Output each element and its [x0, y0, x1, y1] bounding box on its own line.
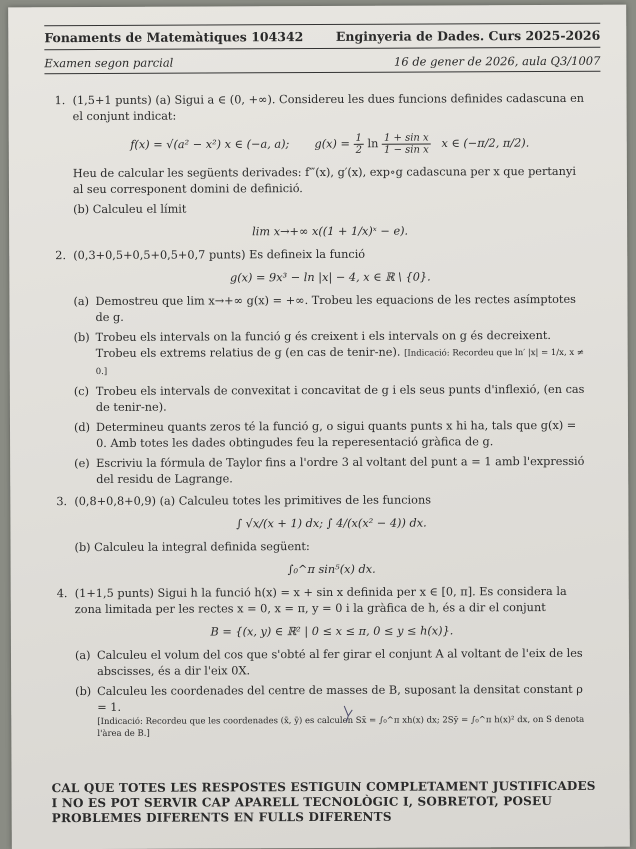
definite-integral: ∫₀^π sin⁵(x) dx. — [287, 562, 376, 577]
part-b — [74, 538, 588, 556]
part-label: (d) — [73, 420, 91, 435]
problem-intro: (1+1,5 punts) Sigui h la funció h(x) = x + sin x definida per x ∈ [0, π]. Es considera la zona limitada per les rectes x = 0, x = π, y = 0 i la gràfica de h, és a dir el conjunt — [74, 584, 567, 617]
program-title: Enginyeria de Dades. Curs 2025-2026 — [335, 27, 601, 44]
problem-number: 4. — [56, 587, 68, 601]
header-top-rule — [44, 23, 600, 26]
part-text: Calculeu les coordenades del centre de masses de B, suposant la densitat constant ρ = 1. — [97, 682, 583, 714]
part-text: Determineu quants zeros té la funció g, o sigui quants punts x hi ha, tals que g(x) = 0. Amb totes les dades obtingudes feu la reperesentació gràfica de g. — [95, 418, 577, 450]
course-title: Fonaments de Matemàtiques 104342 — [44, 29, 304, 46]
part-label: (a) — [74, 648, 91, 663]
part-hint: [Indicació: Recordeu que ln′ |x| = 1/x, x ≠ 0.] — [95, 347, 585, 377]
part-label: (b) — [73, 203, 90, 217]
problem-3 — [56, 492, 588, 579]
part-text: Calculeu la integral definida següent: — [94, 540, 310, 554]
formula-f: f(x) = √(a² − x²) x ∈ (−a, a); — [130, 137, 290, 152]
part-label: (e) — [74, 457, 90, 471]
exam-content — [55, 91, 590, 746]
fraction-half: $\frac{1}{2}$ — [355, 132, 362, 156]
part-c — [74, 382, 588, 416]
part-text: Demostreu que lim x→+∞ g(x) = +∞. Trobeu les equacions de les rectes asímptotes de g. — [95, 292, 576, 324]
fraction-sin: $\frac{\text{1 + sin x}}{\text{1 − sin x}}$ — [383, 132, 429, 156]
part-b — [75, 682, 589, 740]
part-e — [74, 454, 588, 488]
function-formula: g(x) = 9x³ − ln |x| − 4, x ∈ ℝ \ {0}. — [229, 270, 431, 285]
problem-number: 2. — [55, 249, 67, 263]
part-label: (c) — [73, 385, 90, 399]
part-b — [74, 328, 588, 380]
part-label: (b) — [75, 684, 92, 699]
formula-g-lhs: g(x) = — [314, 137, 350, 151]
integrals-formula: ∫ √x/(x + 1) dx; ∫ 4/(x(x² − 4)) dx. — [236, 516, 427, 531]
part-text: Escriviu la fórmula de Taylor fins a l'ordre 3 al voltant del punt a = 1 amb l'expressió del residu de Lagrange. — [96, 454, 585, 486]
problem-2 — [55, 246, 588, 488]
ln-symbol: ln — [367, 137, 379, 151]
problem-task: Heu de calcular les següents derivades: f‴(x), g′(x), exp∘g cadascuna per x que pertanyi al seu corresponent domini de definició. — [72, 164, 576, 197]
part-b — [73, 200, 587, 218]
part-text: Trobeu els intervals on la funció g és creixent i els intervals on g és decreixent. Trobeu els extrems relatius de g (en cas de tenir-ne). — [95, 328, 552, 360]
part-a — [75, 646, 589, 680]
formula-g-domain: x ∈ (−π/2, π/2). — [441, 136, 530, 150]
part-label: (b) — [73, 330, 90, 345]
limit-formula: lim x→+∞ x((1 + 1/x)ˣ − e). — [252, 224, 409, 239]
part-hint: [Indicació: Recordeu que les coordenades (x̄, ȳ) es calculen Sx̄ = ∫₀^π xh(x) dx; 2Sȳ = ∫₀^π h(x)² dx, on S denota l'àrea de B.] — [97, 714, 585, 739]
part-text: Calculeu el volum del cos que s'obté al fer girar el conjunt A al voltant de l'eix de les abscisses, és a dir l'eix 0X. — [96, 646, 583, 678]
problem-number: 1. — [54, 94, 66, 108]
header-bottom-rule — [44, 71, 600, 74]
problem-intro: (1,5+1 punts) (a) Sigui a ∈ (0, +∞). Considereu les dues funcions definides cadascuna en el conjunt indicat: — [72, 91, 585, 124]
problem-1 — [55, 91, 588, 241]
part-a — [73, 292, 587, 326]
exam-footer-notice: CAL QUE TOTES LES RESPOSTES ESTIGUIN COMPLETAMENT JUSTIFICADES I NO ES POT SERVIR CAP APARELL TECNOLÒGIC I, SOBRETOT, POSEU PROBLEMES DIFERENTS EN FULLS DIFERENTS — [51, 778, 596, 826]
problem-number: 3. — [56, 495, 68, 509]
part-text: Calculeu el límit — [92, 202, 187, 216]
problem-intro: (0,8+0,8+0,9) (a) Calculeu totes les primitives de les funcions — [74, 493, 432, 509]
set-definition: B = {(x, y) ∈ ℝ² | 0 ≤ x ≤ π, 0 ≤ y ≤ h(x)}. — [210, 624, 454, 639]
problem-intro: (0,3+0,5+0,5+0,5+0,7 punts) Es defineix la funció — [73, 247, 366, 263]
pen-mark-icon — [341, 704, 355, 724]
function-definitions — [73, 132, 587, 157]
exam-date: 16 de gener de 2026, aula Q3/1007 — [393, 53, 601, 69]
part-d — [74, 418, 588, 452]
part-label: (a) — [73, 295, 90, 309]
header-rule — [44, 47, 600, 50]
exam-header — [44, 23, 600, 74]
exam-name: Examen segon parcial — [44, 55, 174, 71]
part-text: Trobeu els intervals de convexitat i concavitat de g i els seus punts d'inflexió, (en cas de tenir-ne). — [95, 382, 585, 414]
exam-sheet — [8, 5, 630, 849]
part-label: (b) — [74, 540, 91, 555]
problem-4 — [57, 584, 590, 740]
